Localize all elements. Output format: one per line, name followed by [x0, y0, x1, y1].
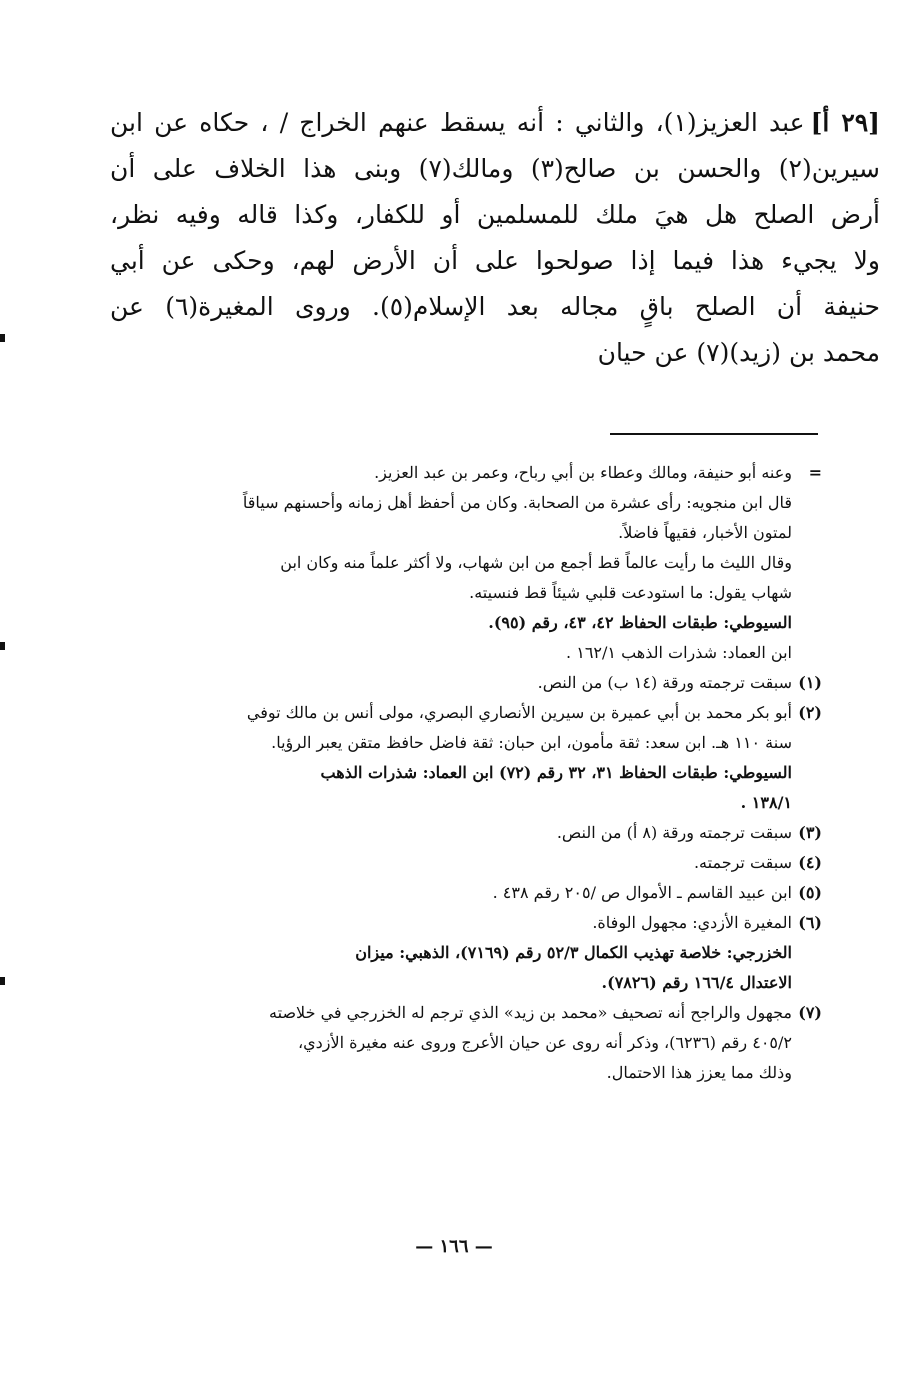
footnote-number: (٧): [798, 1003, 822, 1022]
footnote-line: وقال الليث ما رأيت عالماً قط أجمع من ابن شهاب، ولا أكثر علماً منه وكان ابن: [280, 553, 792, 572]
footnote-separator: [610, 433, 818, 435]
main-line-1: [٢٩ أ]عبد العزيز(١)، والثاني : أنه يسقط عنهم الخراج / ، حكاه عن ابن: [110, 108, 881, 137]
footnote-line: مجهول والراجح أنه تصحيف «محمد بن زيد» الذي ترجم له الخزرجي في خلاصته: [269, 1003, 792, 1022]
footnote-line: سبقت ترجمته ورقة (١٤ ب) من النص.: [537, 673, 792, 692]
footnote-1: [110, 668, 822, 698]
main-line-5: حنيفة أن الصلح باقٍ مجاله بعد الإسلام(٥). وروى المغيرة(٦) عن: [110, 292, 880, 321]
main-line-6: محمد بن (زيد)(٧) عن حيان: [597, 338, 880, 367]
footnote-line: أبو بكر محمد بن أبي عميرة بن سيرين الأنصاري البصري، مولى أنس بن مالك توفي: [246, 703, 792, 722]
main-text: [110, 100, 880, 376]
footnote-line: سنة ١١٠ هـ. ابن سعد: ثقة مأمون، ابن حبان: ثقة فاضل حافظ متقن يعبر الرؤيا.: [271, 733, 792, 752]
footnote-number: (٣): [798, 823, 822, 842]
footnote-continuation: [110, 458, 822, 668]
footnotes: [110, 458, 822, 1088]
footnote-line: السيوطي: طبقات الحفاظ ٤٢، ٤٣، رقم (٩٥).: [488, 613, 792, 632]
footnote-line: قال ابن منجويه: رأى عشرة من الصحابة. وكان من أحفظ أهل زمانه وأحسنهم سياقاً: [242, 493, 792, 512]
footnote-6: [110, 908, 822, 998]
footnote-line: سبقت ترجمته ورقة (٨ أ) من النص.: [556, 823, 792, 842]
footnote-line: الخزرجي: خلاصة تهذيب الكمال ٥٢/٣ رقم (٧١٦٩)، الذهبي: ميزان: [355, 943, 792, 962]
footnote-5: [110, 878, 822, 908]
footnote-line: ١٣٨/١ .: [740, 793, 792, 812]
footnote-2: [110, 698, 822, 818]
main-line-4: ولا يجيء هذا فيما إذا صولحوا على أن الأرض لهم، وحكى عن أبي: [110, 246, 880, 275]
footnote-line: شهاب يقول: ما استودعت قلبي شيئاً قط فنسيته.: [469, 583, 792, 602]
footnote-number: (٢): [798, 703, 822, 722]
page-number: — ١٦٦ —: [415, 1236, 493, 1257]
continuation-mark: =: [808, 463, 822, 482]
footnote-line: ابن العماد: شذرات الذهب ١٦٢/١ .: [566, 643, 792, 662]
footnote-line: السيوطي: طبقات الحفاظ ٣١، ٣٢ رقم (٧٢) ابن العماد: شذرات الذهب: [320, 763, 792, 782]
footnote-line: سبقت ترجمته.: [693, 853, 792, 872]
folio-marker: [٢٩ أ]: [810, 108, 881, 137]
footnote-line: وذلك مما يعزز هذا الاحتمال.: [606, 1063, 792, 1082]
main-line-2: سيرين(٢) والحسن بن صالح(٣) ومالك(٧) وبنى هذا الخلاف على أن: [110, 154, 880, 183]
footnote-number: (٤): [798, 853, 822, 872]
main-line-3: أرض الصلح هل هيَ ملك للمسلمين أو للكفار، وكذا قاله وفيه نظر،: [110, 200, 880, 229]
footnote-number: (٦): [798, 913, 822, 932]
footnote-line: المغيرة الأزدي: مجهول الوفاة.: [592, 913, 792, 932]
footnote-line: وعنه أبو حنيفة، ومالك وعطاء بن أبي رباح، وعمر بن عبد العزيز.: [374, 463, 792, 482]
footnote-4: [110, 848, 822, 878]
footnote-line: ابن عبيد القاسم ـ الأموال ص /٢٠٥ رقم ٤٣٨ .: [492, 883, 792, 902]
scan-edge-mark: [0, 642, 5, 650]
footnote-7: [110, 998, 822, 1088]
footnote-number: (١): [798, 673, 822, 692]
scan-edge-mark: [0, 977, 5, 985]
footnote-line: لمتون الأخبار، فقيهاً فاضلاً.: [618, 523, 792, 542]
scan-edge-mark: [0, 334, 5, 342]
footnote-line: ٤٠٥/٢ رقم (٦٢٣٦)، وذكر أنه روى عن حيان الأعرج وروى عنه مغيرة الأزدي،: [297, 1033, 792, 1052]
footnote-number: (٥): [798, 883, 822, 902]
footnote-line: الاعتدال ١٦٦/٤ رقم (٧٨٢٦).: [601, 973, 792, 992]
footnote-3: [110, 818, 822, 848]
